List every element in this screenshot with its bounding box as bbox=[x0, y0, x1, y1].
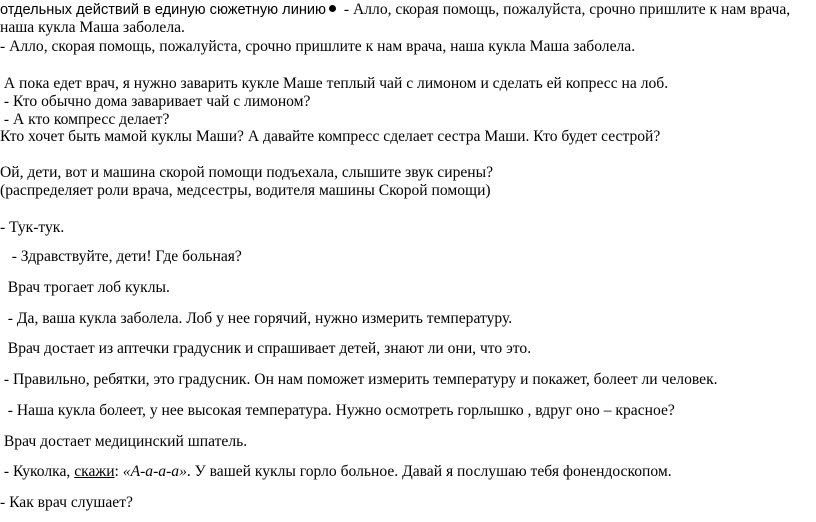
text-line-throat: - Наша кукла болеет, у нее высокая температура. Нужно осмотреть горлышко , вдруг оно – красное? bbox=[0, 402, 675, 419]
text-line-mother: Кто хочет быть мамой куклы Маши? А давайте компресс сделает сестра Маши. Кто будет сестрой? bbox=[0, 128, 661, 145]
say-link[interactable]: скажи bbox=[74, 463, 115, 480]
text-line-kukolka bbox=[0, 462, 672, 482]
text-line-tea: А пока едет врач, я нужно заварить кукле Маше теплый чай с лимоном и сделать ей копресс на лоб. bbox=[0, 75, 669, 92]
text-line-knock: - Тук-тук. bbox=[0, 219, 65, 236]
kukolka-prefix: - Куколка, bbox=[0, 463, 75, 480]
text-line-question-compress: - А кто компресс делает? bbox=[0, 111, 170, 128]
bullet-icon bbox=[329, 5, 336, 12]
text-line-roles: (распределяет роли врача, медсестры, водителя машины Скорой помощи) bbox=[0, 182, 491, 199]
text-line-correct: - Правильно, ребятки, это градусник. Он нам поможет измерить температуру и покажет, болеет ли человек. bbox=[0, 371, 718, 388]
text-line-spatula: Врач достает медицинский шпатель. bbox=[0, 433, 248, 450]
text-line-call: - Алло, скорая помощь, пожалуйста, срочно пришлите к нам врача, наша кукла Маша заболела. bbox=[0, 38, 636, 55]
text-line-listen: - Как врач слушает? bbox=[0, 494, 133, 511]
intro-call-text: - Алло, скорая помощь, пожалуйста, срочно пришлите к нам врача, bbox=[340, 1, 791, 18]
text-line-thermometer: Врач достает из аптечки градусник и спрашивает детей, знают ли они, что это. bbox=[0, 340, 532, 357]
intro-line-1 bbox=[0, 0, 790, 20]
intro-line-2: наша кукла Маша заболела. bbox=[0, 19, 185, 36]
text-line-greeting: - Здравствуйте, дети! Где больная? bbox=[0, 248, 242, 265]
text-line-question-tea: - Кто обычно дома заваривает чай с лимоном? bbox=[0, 93, 311, 110]
text-line-ambulance: Ой, дети, вот и машина скорой помощи подъехала, слышите звук сирены? bbox=[0, 164, 494, 181]
intro-bold-fragment: отдельных действий в единую сюжетную линию bbox=[0, 2, 326, 18]
text-line-forehead: Врач трогает лоб куклы. bbox=[0, 279, 170, 296]
kukolka-colon: : bbox=[114, 463, 123, 480]
kukolka-suffix: . У вашей куклы горло больное. Давай я послушаю тебя фонендоскопом. bbox=[186, 463, 672, 480]
kukolka-quote: «А-а-а-а» bbox=[122, 463, 187, 480]
text-line-temperature: - Да, ваша кукла заболела. Лоб у нее горячий, нужно измерить температуру. bbox=[0, 310, 513, 327]
